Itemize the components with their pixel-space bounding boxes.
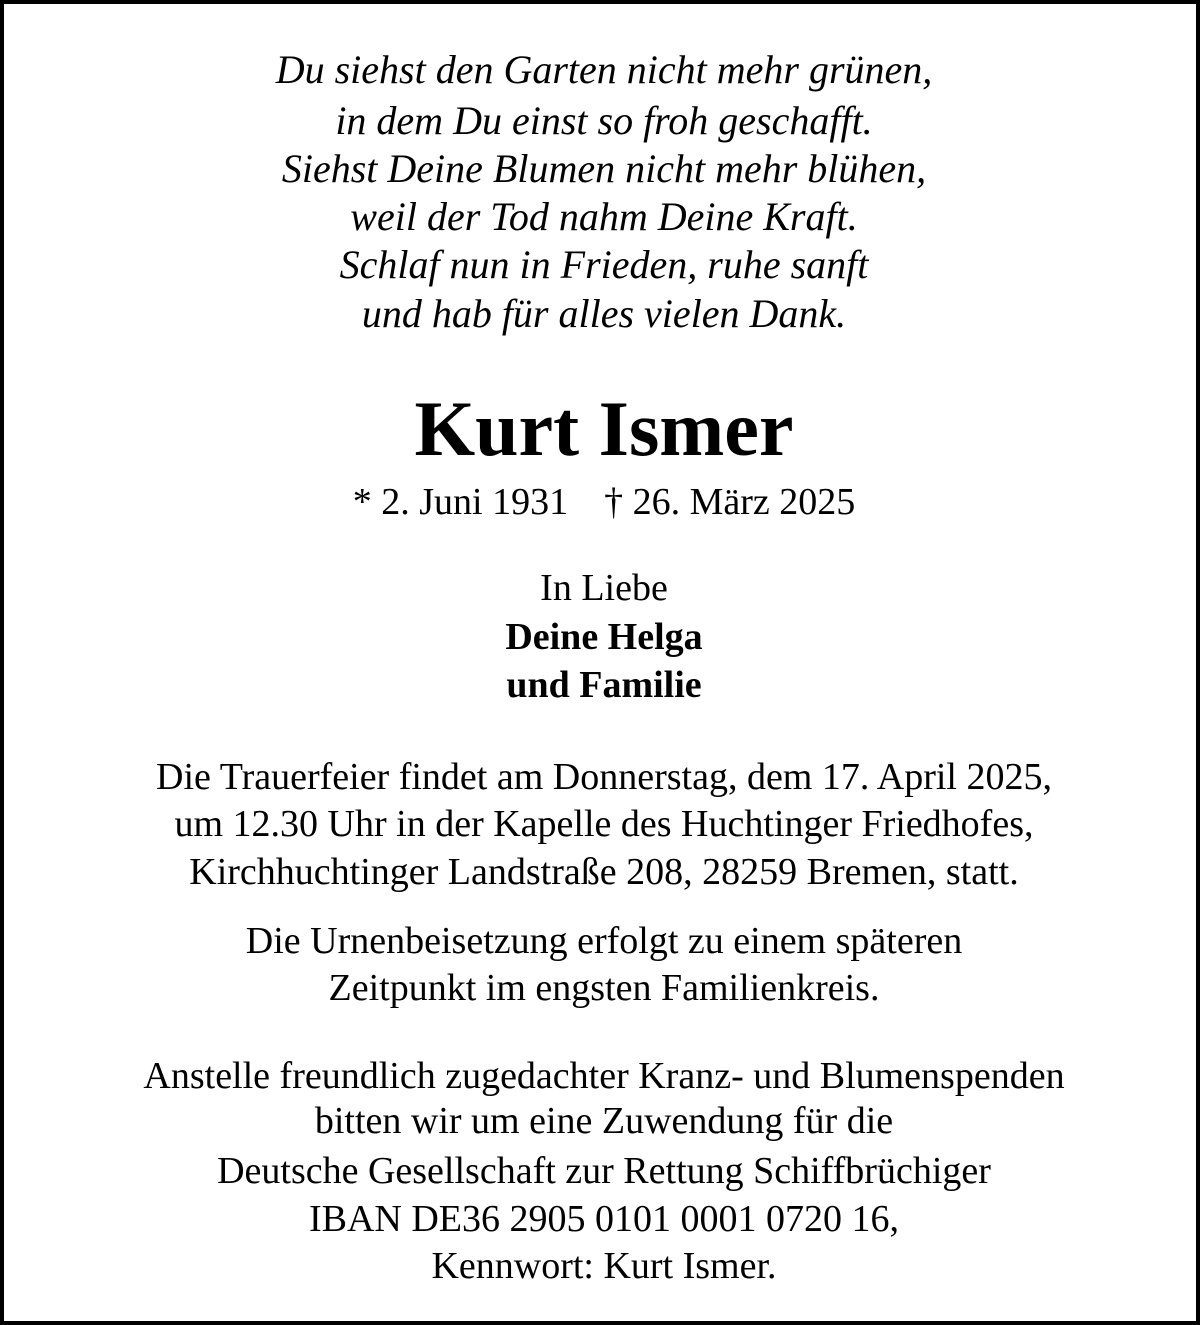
deceased-name: Kurt Ismer bbox=[414, 385, 794, 472]
poem-line: weil der Tod nahm Deine Kraft. bbox=[350, 194, 858, 239]
ceremony-line: Kirchhuchtinger Landstraße 208, 28259 Bremen, statt. bbox=[189, 851, 1019, 893]
signature-name: Deine Helga bbox=[505, 616, 703, 658]
signature-intro: In Liebe bbox=[540, 567, 668, 609]
death-date: † 26. März 2025 bbox=[604, 481, 856, 523]
poem-line: in dem Du einst so froh geschafft. bbox=[335, 98, 873, 143]
donation-line: bitten wir um eine Zuwendung für die bbox=[314, 1100, 894, 1142]
poem-line: Du siehst den Garten nicht mehr grünen, bbox=[275, 47, 933, 92]
donation-line: IBAN DE36 2905 0101 0001 0720 16, bbox=[308, 1198, 900, 1240]
life-dates bbox=[4, 483, 1200, 521]
burial-line: Die Urnenbeisetzung erfolgt zu einem späteren bbox=[245, 920, 963, 962]
birth-date: * 2. Juni 1931 bbox=[352, 481, 569, 523]
ceremony-line: um 12.30 Uhr in der Kapelle des Huchtinger Friedhofes, bbox=[174, 803, 1034, 845]
ceremony-line: Die Trauerfeier findet am Donnerstag, dem 17. April 2025, bbox=[156, 756, 1052, 798]
donation-line: Kennwort: Kurt Ismer. bbox=[431, 1245, 777, 1287]
poem-line: und hab für alles vielen Dank. bbox=[361, 291, 847, 336]
burial-line: Zeitpunkt im engsten Familienkreis. bbox=[328, 967, 880, 1009]
signature-name: und Familie bbox=[506, 664, 702, 706]
donation-line: Anstelle freundlich zugedachter Kranz- und Blumenspenden bbox=[143, 1055, 1065, 1097]
donation-line: Deutsche Gesellschaft zur Rettung Schiffbrüchiger bbox=[217, 1150, 991, 1192]
poem-line: Schlaf nun in Frieden, ruhe sanft bbox=[339, 242, 869, 287]
poem-line: Siehst Deine Blumen nicht mehr blühen, bbox=[281, 146, 927, 191]
